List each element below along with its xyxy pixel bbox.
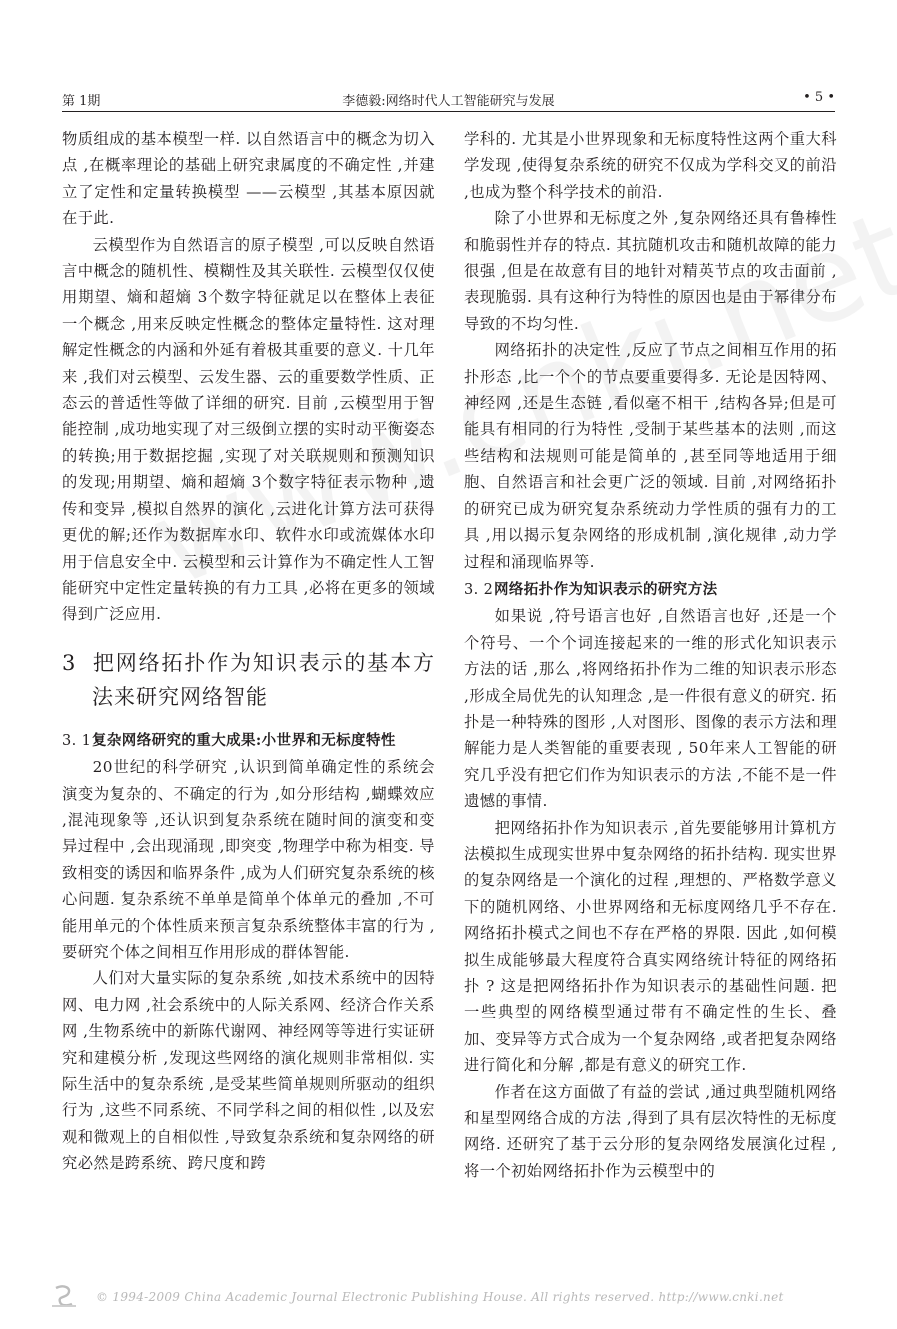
page-footer (50, 1286, 850, 1310)
page-number: • 5 • (803, 90, 835, 105)
subsection-heading (464, 577, 837, 603)
header-rule (62, 111, 835, 112)
section-heading (62, 646, 435, 714)
paragraph: 云模型作为自然语言的原子模型 ,可以反映自然语言中概念的随机性、模糊性及其关联性. 云模型仅仅使用期望、熵和超熵 3个数字特征就足以在整体上表征一个概念 ,用来反映定性概念的整体定量特性. 这对理解定性概念的内涵和外延有着极其重要的意义. 十几年来 ,我们对云模型、云发生器、云的重要数学性质、正态云的普适性等做了详细的研究. 目前 ,云模型用于智能控制 ,成功地实现了对三级倒立摆的实时动平衡姿态的转换;用于数据挖掘 ,实现了对关联规则和预测知识的发现;用期望、熵和超熵 3个数字特征表示物种 ,遗传和变异 ,模拟自然界的演化 ,云进化计算方法可获得更优的解;还作为数据库水印、软件水印或流媒体水印用于信息安全中. 云模型和云计算作为不确定性人工智能研究中定性定量转换的有力工具 ,必将在更多的领域得到广泛应用. (62, 235, 435, 624)
subsection-number: 3. 1 (62, 732, 92, 749)
right-column (464, 126, 837, 1184)
paragraph: 网络拓扑的决定性 ,反应了节点之间相互作用的拓扑形态 ,比一个个的节点要重要得多. 无论是因特网、神经网 ,还是生态链 ,看似毫不相干 ,结构各异;但是可能具有相同的行为特性 ,受制于某些基本的法则 ,而这些结构和法规则可能是简单的 ,甚至同等地适用于细胞、自然语言和社会更广泛的领域. 目前 ,对网络拓扑的研究已成为研究复杂系统动力学性质的强有力的工具 ,用以揭示复杂网络的形成机制 ,演化规律 ,动力学过程和涌现临界等. (464, 341, 837, 571)
paragraph: 把网络拓扑作为知识表示 ,首先要能够用计算机方法模拟生成现实世界中复杂网络的拓扑结构. 现实世界的复杂网络是一个演化的过程 ,理想的、严格数学意义下的随机网络、小世界网络和无标度网络几乎不存在. 网络拓扑模式之间也不存在严格的界限. 因此 ,如何模拟生成能够最大程度符合真实网络统计特征的网络拓扑 ? 这是把网络拓扑作为知识表示的基础性问题. 把一些典型的网络模型通过带有不确定性的生长、叠加、变异等方式合成为一个复杂网络 ,或者把复杂网络进行简化和分解 ,都是有意义的研究工作. (464, 818, 837, 1075)
section-number: 3 (62, 650, 77, 675)
cnki-logo-icon (50, 1284, 78, 1308)
running-title: 李德毅:网络时代人工智能研究与发展 (342, 94, 555, 109)
paragraph: 如果说 ,符号语言也好 ,自然语言也好 ,还是一个个符号、一个个词连接起来的一维的形式化知识表示方法的话 ,那么 ,将网络拓扑作为二维的知识表示形态 ,形成全局优先的认知理念 ,是一件很有意义的研究. 拓扑是一种特殊的图形 ,人对图形、图像的表示方法和理解能力是人类智能的重要表现 , 50年来人工智能的研究几乎没有把它们作为知识表示的方法 ,不能不是一件遗憾的事情. (464, 607, 837, 811)
paragraph: 20世纪的科学研究 ,认识到简单确定性的系统会演变为复杂的、不确定的行为 ,如分形结构 ,蝴蝶效应 ,混沌现象等 ,还认识到复杂系统在随时间的演变和变异过程中 ,会出现涌现 ,即突变 ,物理学中称为相变. 导致相变的诱因和临界条件 ,成为人们研究复杂系统的核心问题. 复杂系统不单单是简单个体单元的叠加 ,不可能用单元的个体性质来预言复杂系统整体丰富的行为 ,要研究个体之间相互作用形成的群体智能. (62, 758, 435, 961)
subsection-title: 复杂网络研究的重大成果:小世界和无标度特性 (92, 731, 396, 749)
page-header (62, 90, 835, 110)
subsection-heading (62, 728, 435, 754)
subsection-title: 网络拓扑作为知识表示的研究方法 (494, 580, 718, 598)
paragraph: 学科的. 尤其是小世界现象和无标度特性这两个重大科学发现 ,使得复杂系统的研究不仅成为学科交叉的前沿 ,也成为整个科学技术的前沿. (464, 130, 837, 201)
journal-issue: 第 1期 (62, 94, 101, 109)
paragraph: 作者在这方面做了有益的尝试 ,通过典型随机网络和星型网络合成的方法 ,得到了具有层次特性的无标度网络. 还研究了基于云分形的复杂网络发展演化过程 ,将一个初始网络拓扑作为云模型中的 (464, 1082, 837, 1180)
section-title: 把网络拓扑作为知识表示的基本方法来研究网络智能 (92, 650, 435, 709)
paragraph: 人们对大量实际的复杂系统 ,如技术系统中的因特网、电力网 ,社会系统中的人际关系网、经济合作关系网 ,生物系统中的新陈代谢网、神经网等等进行实证研究和建模分析 ,发现这些网络的演化规则非常相似. 实际生活中的复杂系统 ,是受某些简单规则所驱动的组织行为 ,这些不同系统、不同学科之间的相似性 ,以及宏观和微观上的自相似性 ,导致复杂系统和复杂网络的研究必然是跨系统、跨尺度和跨 (62, 969, 435, 1173)
left-column (62, 126, 435, 1177)
copyright-notice: © 1994-2009 China Academic Journal Electronic Publishing House. All rights reserved. http://www.cnki.net (96, 1290, 784, 1304)
paragraph: 物质组成的基本模型一样. 以自然语言中的概念为切入点 ,在概率理论的基础上研究隶属度的不确定性 ,并建立了定性和定量转换模型 ——云模型 ,其基本原因就在于此. (62, 130, 435, 228)
subsection-number: 3. 2 (464, 581, 494, 598)
paragraph: 除了小世界和无标度之外 ,复杂网络还具有鲁棒性和脆弱性并存的特点. 其抗随机攻击和随机故障的能力很强 ,但是在故意有目的地针对精英节点的攻击面前 ,表现脆弱. 具有这种行为特性的原因也是由于幂律分布导致的不均匀性. (464, 209, 837, 333)
